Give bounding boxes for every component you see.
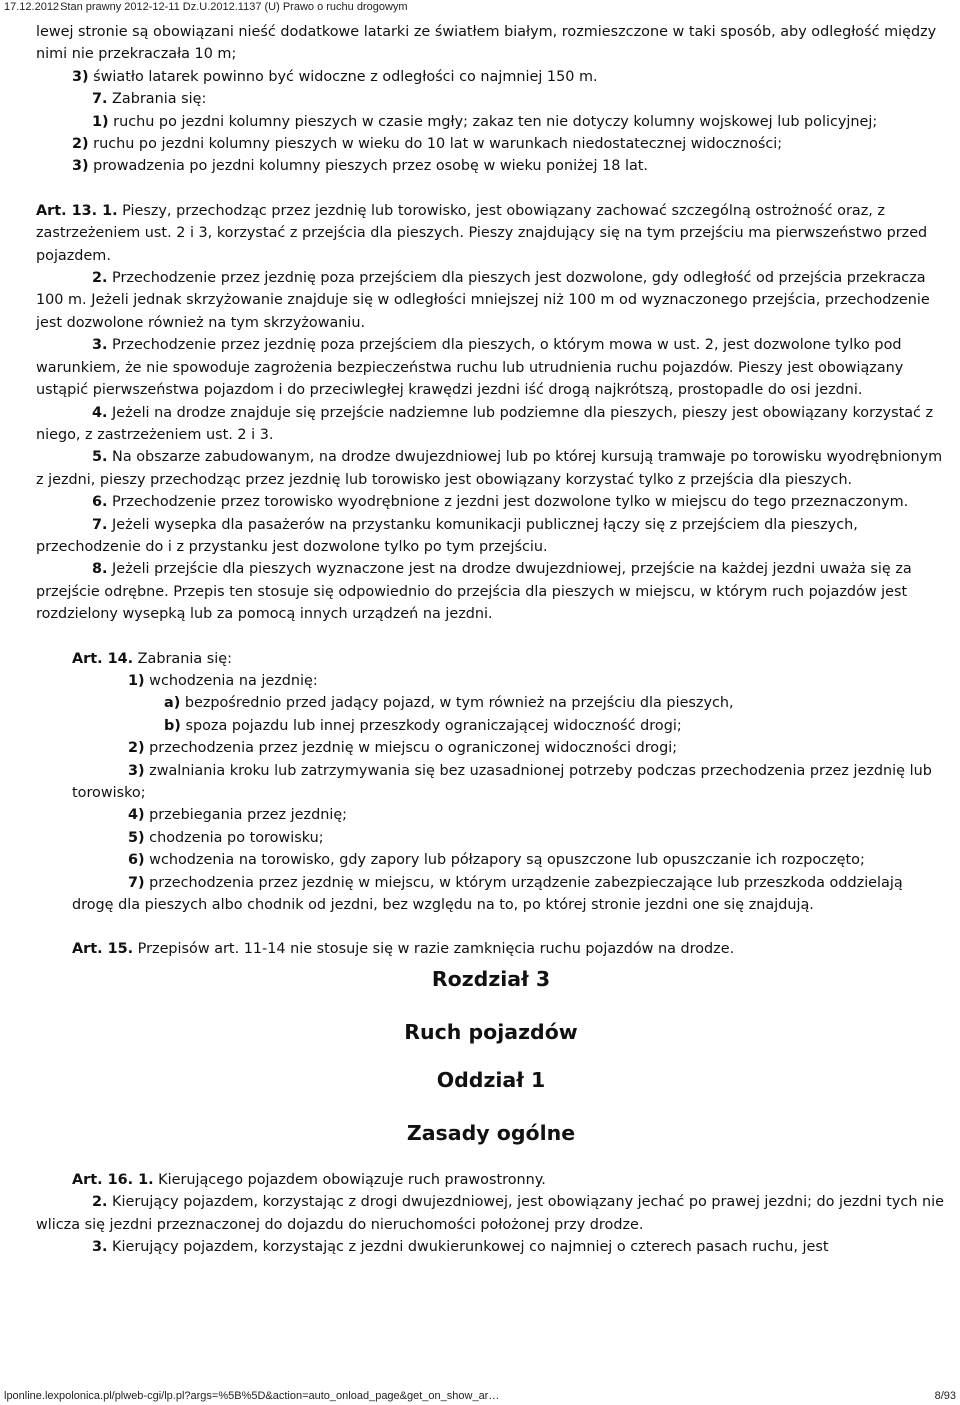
division-number: Oddział 1 xyxy=(436,1067,546,1092)
art-13-section-2: 2. Przechodzenie przez jezdnię poza przejściem dla pieszych jest dozwolone, gdy odległość od przejścia przekracza 100 m. Jeżeli jednak skrzyżowanie znajduje się w odległości mniejszej niż 100 m od wyznaczonego przejścia, przechodzenie jest dozwolone również na tym skrzyżowaniu. xyxy=(36,270,930,331)
art-16-section-2: 2. Kierujący pojazdem, korzystając z drogi dwujezdniowej, jest obowiązany jechać po prawej jezdni; do jezdni tych nie wlicza się jezdni przeznaczonej do dojazdu do nieruchomości położonej przy drodze. xyxy=(36,1194,944,1233)
art-14-point-3: 3) zwalniania kroku lub zatrzymywania się bez uzasadnionej potrzeby podczas przechodzenia przez jezdnię lub torowisko; xyxy=(72,762,932,801)
art-13-section-6: 6. Przechodzenie przez torowisko wyodrębnione z jezdni jest dozwolone tylko w miejscu do tego przeznaczonym. xyxy=(92,494,909,511)
paragraph-intro: lewej stronie są obowiązani nieść dodatkowe latarki ze światłem białym, rozmieszczone w taki sposób, aby odległość między nimi nie przekraczała 10 m; xyxy=(36,24,937,63)
art-14-point-1b: b) spoza pojazdu lub innej przeszkody ograniczającej widoczność drogi; xyxy=(164,717,682,734)
page-header xyxy=(4,1,408,14)
section-7-point-3: 3) prowadzenia po jezdni kolumny pieszych przez osobę w wieku poniżej 18 lat. xyxy=(72,158,648,175)
chapter-number: Rozdział 3 xyxy=(431,966,551,991)
art-13-section-3: 3. Przechodzenie przez jezdnię poza przejściem dla pieszych, o którym mowa w ust. 2, jest dozwolone tylko pod warunkiem, że nie spowoduje zagrożenia bezpieczeństwa ruchu lub utrudnienia ruchu pojazdów. Pieszy jest obowiązany ustąpić pierwszeństwa pojazdom i do przeciwległej krawędzi jezdni iść drogą najkrótszą, prostopadle do osi jezdni. xyxy=(36,337,904,399)
art-15: Art. 15. Przepisów art. 11-14 nie stosuje się w razie zamknięcia ruchu pojazdów na drodze. xyxy=(72,941,735,958)
art-13-section-8: 8. Jeżeli przejście dla pieszych wyznaczone jest na drodze dwujezdniowej, przejście na każdej jezdni uważa się za przejście odrębne. Przepis ten stosuje się odpowiednio do przejścia dla pieszych w miejscu, w którym ruch pojazdów jest rozdzielony wysepką lub za pomocą innych urządzeń na jezdni. xyxy=(36,561,912,623)
division-title: Zasady ogólne xyxy=(406,1120,576,1145)
spacer xyxy=(36,178,946,200)
art-14-point-1: 1) wchodzenia na jezdnię: xyxy=(128,672,318,689)
chapter-title: Ruch pojazdów xyxy=(404,1019,578,1044)
art-16-section-1: Art. 16. 1. Kierującego pojazdem obowiązuje ruch prawostronny. xyxy=(72,1171,546,1188)
page-number: 8/93 xyxy=(934,1390,956,1402)
art-14-point-7: 7) przechodzenia przez jezdnię w miejscu, w którym urządzenie zabezpieczające lub przeszkoda oddzielają drogę dla pieszych albo chodnik od jezdni, bez względu na to, po której stronie jezdni one się znajdują. xyxy=(72,874,903,914)
art-14-point-4: 4) przebiegania przez jezdnię; xyxy=(128,807,348,824)
document-body xyxy=(36,21,946,1258)
art-13-section-4: 4. Jeżeli na drodze znajduje się przejście nadziemne lub podziemne dla pieszych, pieszy jest obowiązany korzystać z niego, z zastrzeżeniem ust. 2 i 3. xyxy=(36,404,934,443)
source-url: lponline.lexpolonica.pl/plweb-cgi/lp.pl?args=%5B%5D&action=auto_onload_page&get_on_show_ar… xyxy=(4,1390,500,1402)
print-date: 17.12.2012 xyxy=(4,1,60,13)
art-13-section-7: 7. Jeżeli wysepka dla pasażerów na przystanku komunikacji publicznej łączy się z przejściem dla pieszych, przechodzenie do i z przystanku jest dozwolone tylko po tym przejściu. xyxy=(36,516,858,555)
page-footer xyxy=(4,1390,956,1403)
section-7-point-1: 1) ruchu po jezdni kolumny pieszych w czasie mgły; zakaz ten nie dotyczy kolumny wojskowej lub policyjnej; xyxy=(92,113,878,130)
spacer xyxy=(36,916,946,938)
section-7-point-2: 2) ruchu po jezdni kolumny pieszych w wieku do 10 lat w warunkach niedostatecznej widoczności; xyxy=(72,136,783,153)
document-title: Stan prawny 2012-12-11 Dz.U.2012.1137 (U) Prawo o ruchu drogowym xyxy=(60,1,408,13)
spacer xyxy=(36,626,946,648)
art-13-section-1: Art. 13. 1. Pieszy, przechodząc przez jezdnię lub torowisko, jest obowiązany zachować szczególną ostrożność oraz, z zastrzeżeniem ust. 2 i 3, korzystać z przejścia dla pieszych. Pieszy znajdujący się na tym przejściu ma pierwszeństwo przed pojazdem. xyxy=(36,202,928,264)
art-16-section-3: 3. Kierujący pojazdem, korzystając z jezdni dwukierunkowej co najmniej o czterech pasach ruchu, jest xyxy=(92,1239,829,1256)
art-14-point-5: 5) chodzenia po torowisku; xyxy=(128,829,324,846)
art-14: Art. 14. Zabrania się: xyxy=(72,650,232,667)
art-14-point-1a: a) bezpośrednio przed jadący pojazd, w tym również na przejściu dla pieszych, xyxy=(164,695,734,712)
art-13-section-5: 5. Na obszarze zabudowanym, na drodze dwujezdniowej lub po której kursują tramwaje po torowisku wyodrębnionym z jezdni, pieszy przechodząc przez jezdnię lub torowisko jest obowiązany korzystać tylko z przejścia dla pieszych. xyxy=(36,449,943,488)
section-7: 7. Zabrania się: xyxy=(92,91,207,108)
art-14-point-2: 2) przechodzenia przez jezdnię w miejscu o ograniczonej widoczności drogi; xyxy=(128,740,678,757)
point-3: 3) światło latarek powinno być widoczne z odległości co najmniej 150 m. xyxy=(72,68,598,85)
art-14-point-6: 6) wchodzenia na torowisko, gdy zapory lub półzapory są opuszczone lub opuszczanie ich rozpoczęto; xyxy=(128,852,865,869)
